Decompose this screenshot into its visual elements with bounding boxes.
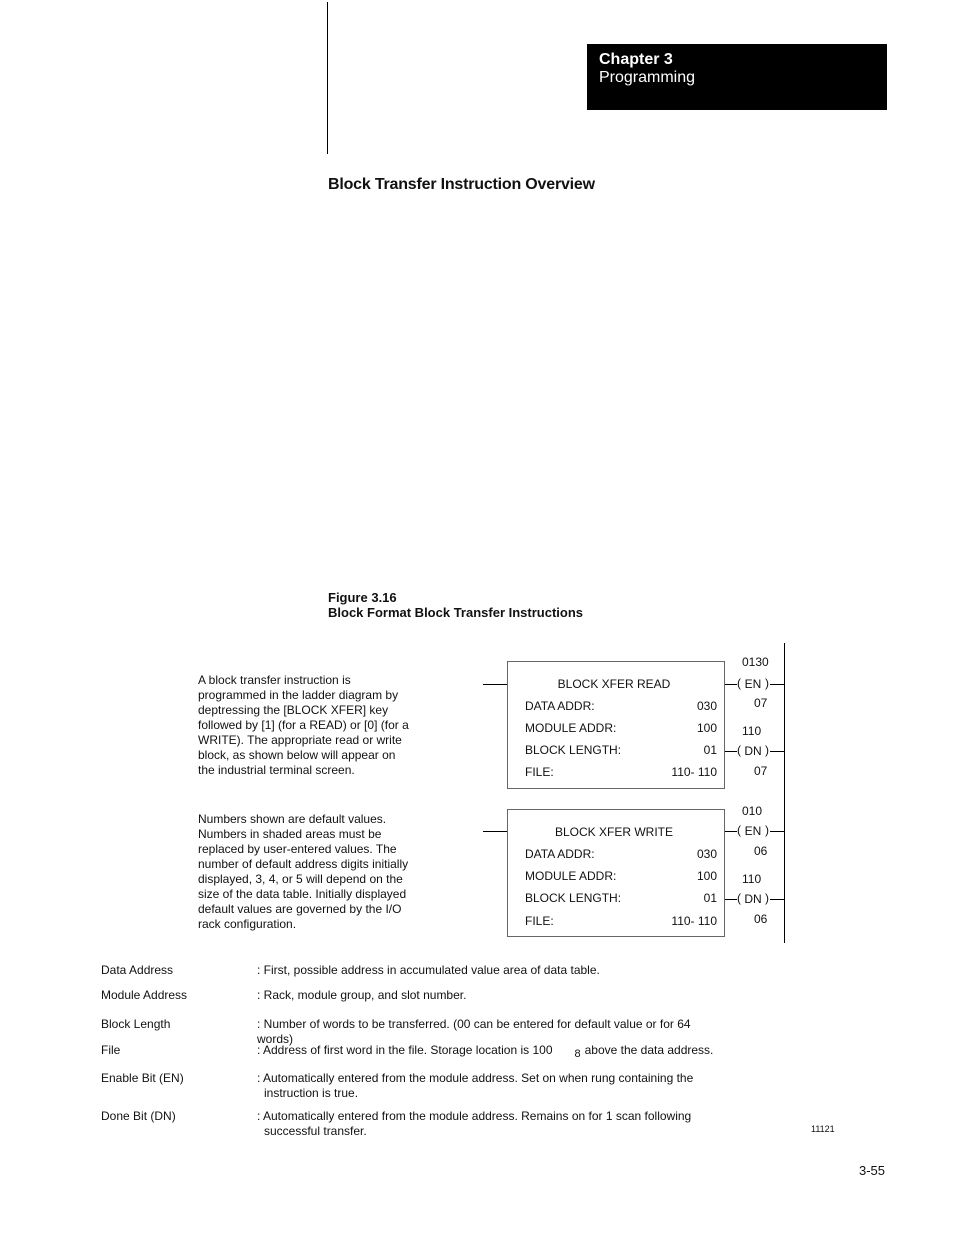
coil-line (770, 831, 784, 832)
coil-line (770, 684, 784, 685)
coil-line (770, 751, 784, 752)
block-title: BLOCK XFER WRITE (554, 825, 673, 839)
section-title: Block Transfer Instruction Overview (328, 176, 595, 193)
definition-text: : Address of first word in the file. Storage location is 100 8 above the data address. (257, 1043, 714, 1060)
definition-term: Module Address (101, 988, 188, 1002)
right-power-rail (784, 643, 785, 943)
en-address: 0130 (742, 655, 769, 669)
chapter-title: Chapter 3 (599, 51, 673, 68)
block-xfer-read: BLOCK XFER READ DATA ADDR: 030 MODULE ADDR: 100 BLOCK LENGTH: 01 FILE: 110- 110 (507, 661, 725, 789)
en-bit: 07 (754, 696, 768, 710)
rung-input-line (483, 684, 507, 685)
block-xfer-write: BLOCK XFER WRITE DATA ADDR: 030 MODULE ADDR: 100 BLOCK LENGTH: 01 FILE: 110- 110 (507, 809, 725, 937)
block-title: BLOCK XFER READ (557, 677, 671, 691)
definition-text: : Automatically entered from the module address. Remains on for 1 scan following successful transfer. (257, 1109, 692, 1138)
figure-title: Block Format Block Transfer Instructions (328, 605, 584, 620)
en-bit: 06 (754, 844, 768, 858)
definition-text: : Automatically entered from the module address. Set on when rung containing the instruction is true. (257, 1071, 694, 1100)
en-address: 010 (742, 804, 763, 818)
definition-text: : Rack, module group, and slot number. (257, 988, 467, 1002)
chapter-section: Programming (599, 69, 696, 86)
dn-address: 110 (742, 872, 762, 886)
dn-address: 110 (742, 724, 762, 738)
definition-text: : First, possible address in accumulated value area of data table. (257, 963, 600, 977)
definition-text: : Number of words to be transferred. (00 can be entered for default value or for 64 words) (257, 1017, 691, 1046)
subscript-base: 8 (574, 1048, 581, 1060)
coil-line (723, 899, 737, 900)
dn-coil: ( DN ) (741, 743, 765, 759)
definition-term: Enable Bit (EN) (101, 1071, 184, 1085)
margin-rule (327, 2, 328, 154)
dn-bit: 07 (754, 764, 768, 778)
coil-line (723, 684, 737, 685)
dn-coil: ( DN ) (741, 891, 765, 907)
description-paragraph: A block transfer instruction is programmed in the ladder diagram by deptressing the [BLOCK XFER] key followed by [1] (for a READ) or [0] (for a WRITE). The appropriate read or write block, as shown below will appear on the industrial terminal screen. (198, 673, 409, 777)
page-number: 3-55 (859, 1163, 886, 1178)
definition-term: Data Address (101, 963, 174, 977)
chapter-header (587, 44, 887, 110)
definition-term: Done Bit (DN) (101, 1109, 176, 1123)
figure-number: Figure 3.16 (328, 590, 397, 605)
en-coil: ( EN ) (741, 676, 765, 692)
definition-term: Block Length (101, 1017, 171, 1031)
description-paragraph: Numbers shown are default values. Numbers in shaded areas must be replaced by user-entered values. The number of default address digits initially displayed, 3, 4, or 5 will depend on the size of the data table. Initially displayed default values are governed by the I/O rack configuration. (198, 812, 409, 931)
coil-line (770, 899, 784, 900)
rung-input-line (483, 831, 507, 832)
en-coil: ( EN ) (741, 823, 765, 839)
coil-line (723, 751, 737, 752)
figure-id: 11121 (811, 1124, 835, 1134)
dn-bit: 06 (754, 912, 768, 926)
definition-term: File (101, 1043, 121, 1057)
coil-line (723, 831, 737, 832)
